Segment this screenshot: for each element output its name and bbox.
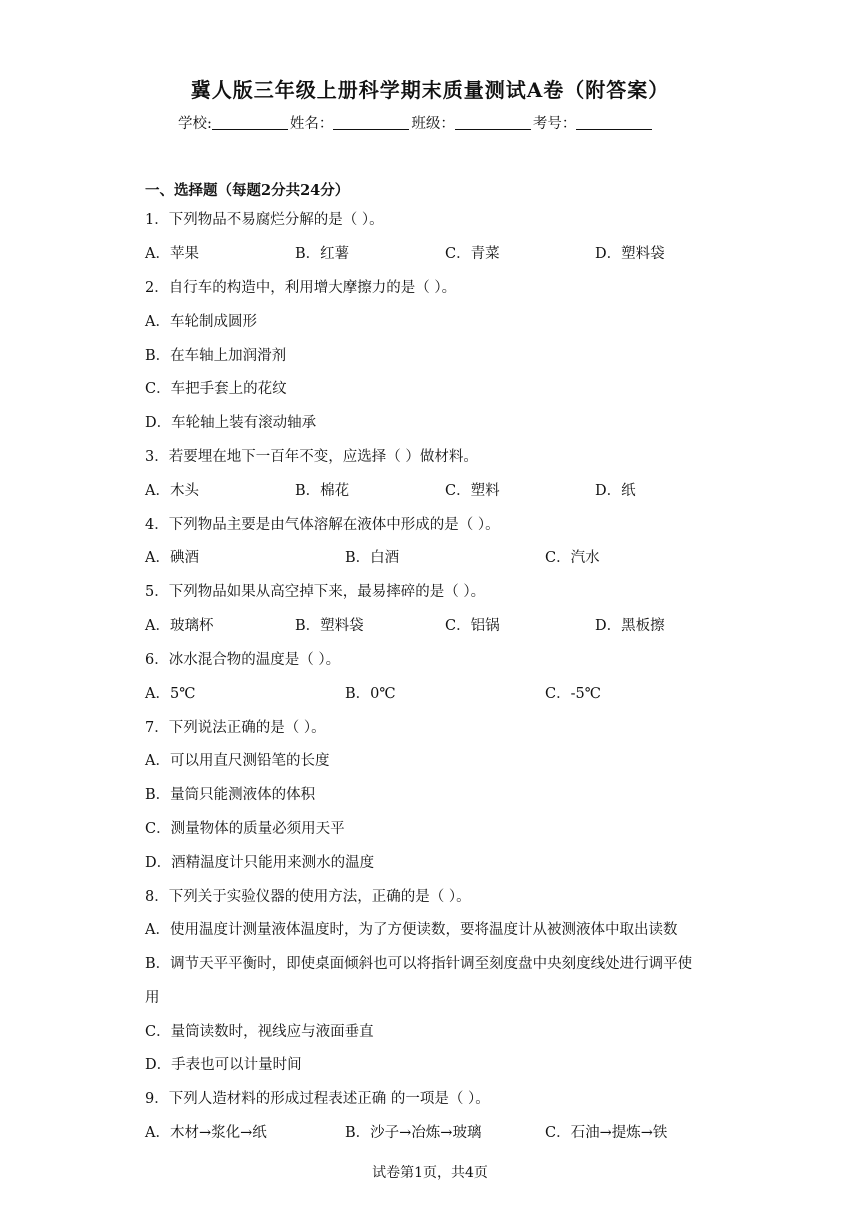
question-9: 9．下列人造材料的形成过程表述正确 的一项是（ ）。 <box>145 1091 490 1107</box>
class-blank[interactable] <box>455 115 531 130</box>
q7-option-a[interactable]: A．可以用直尺测铅笔的长度 <box>145 753 330 769</box>
q8-option-b[interactable]: B．调节天平平衡时，即使桌面倾斜也可以将指针调至刻度盘中央刻度线处进行调平使 <box>145 956 693 972</box>
q2-option-a[interactable]: A．车轮制成圆形 <box>145 314 257 330</box>
name-blank[interactable] <box>333 115 409 130</box>
q9-option-a[interactable]: A．木材→浆化→纸 <box>145 1125 267 1141</box>
section-heading: 一、选择题（每题2分共24分） <box>145 182 350 199</box>
q3-option-b[interactable]: B．棉花 <box>295 483 350 499</box>
question-4: 4．下列物品主要是由气体溶解在液体中形成的是（ ）。 <box>145 517 500 533</box>
q2-option-b[interactable]: B．在车轴上加润滑剂 <box>145 348 287 364</box>
class-label: 班级： <box>411 116 455 132</box>
q4-option-c[interactable]: C．汽水 <box>545 550 600 566</box>
question-6: 6．冰水混合物的温度是（ ）。 <box>145 652 341 668</box>
q1-option-d[interactable]: D．塑料袋 <box>595 246 665 262</box>
q2-option-c[interactable]: C．车把手套上的花纹 <box>145 381 287 397</box>
q3-option-a[interactable]: A．木头 <box>145 483 199 499</box>
student-info-line <box>178 112 654 133</box>
q6-option-b[interactable]: B．0℃ <box>345 686 396 702</box>
q6-option-c[interactable]: C．-5℃ <box>545 686 601 702</box>
page-footer: 试卷第1页，共4页 <box>372 1165 488 1181</box>
q9-option-c[interactable]: C．石油→提炼→铁 <box>545 1125 668 1141</box>
q3-option-c[interactable]: C．塑料 <box>445 483 500 499</box>
school-label: 学校: <box>178 116 212 132</box>
q1-option-c[interactable]: C．青菜 <box>445 246 500 262</box>
q7-option-b[interactable]: B．量筒只能测液体的体积 <box>145 787 316 803</box>
name-label: 姓名： <box>289 116 334 132</box>
q7-option-c[interactable]: C．测量物体的质量必须用天平 <box>145 821 345 837</box>
q6-option-a[interactable]: A．5℃ <box>145 686 196 702</box>
q8-option-b-continued: 用 <box>145 990 160 1006</box>
q1-option-b[interactable]: B．红薯 <box>295 246 350 262</box>
page-title: 冀人版三年级上册科学期末质量测试A卷（附答案） <box>190 78 670 102</box>
q8-option-a[interactable]: A．使用温度计测量液体温度时，为了方便读数，要将温度计从被测液体中取出读数 <box>145 922 678 938</box>
question-2: 2．自行车的构造中，利用增大摩擦力的是（ ）。 <box>145 280 457 296</box>
q4-option-a[interactable]: A．碘酒 <box>145 550 199 566</box>
q9-option-b[interactable]: B．沙子→冶炼→玻璃 <box>345 1125 482 1141</box>
question-8: 8．下列关于实验仪器的使用方法，正确的是（ ）。 <box>145 889 471 905</box>
exam-no-blank[interactable] <box>576 115 652 130</box>
q8-option-c[interactable]: C．量筒读数时，视线应与液面垂直 <box>145 1024 374 1040</box>
q3-option-d[interactable]: D．纸 <box>595 483 636 499</box>
q4-option-b[interactable]: B．白酒 <box>345 550 400 566</box>
q5-option-d[interactable]: D．黑板擦 <box>595 618 665 634</box>
exam-no-label: 考号： <box>532 116 577 132</box>
question-1: 1．下列物品不易腐烂分解的是（ ）。 <box>145 212 384 228</box>
q5-option-c[interactable]: C．铝锅 <box>445 618 500 634</box>
q7-option-d[interactable]: D．酒精温度计只能用来测水的温度 <box>145 855 375 871</box>
q1-option-a[interactable]: A．苹果 <box>145 246 199 262</box>
q2-option-d[interactable]: D．车轮轴上装有滚动轴承 <box>145 415 317 431</box>
q5-option-b[interactable]: B．塑料袋 <box>295 618 364 634</box>
question-3: 3．若要埋在地下一百年不变，应选择（ ）做材料。 <box>145 449 478 465</box>
school-blank[interactable] <box>212 115 288 130</box>
question-5: 5．下列物品如果从高空掉下来，最易摔碎的是（ ）。 <box>145 584 486 600</box>
q8-option-d[interactable]: D．手表也可以计量时间 <box>145 1057 302 1073</box>
q5-option-a[interactable]: A．玻璃杯 <box>145 618 214 634</box>
question-7: 7．下列说法正确的是（ ）。 <box>145 720 326 736</box>
